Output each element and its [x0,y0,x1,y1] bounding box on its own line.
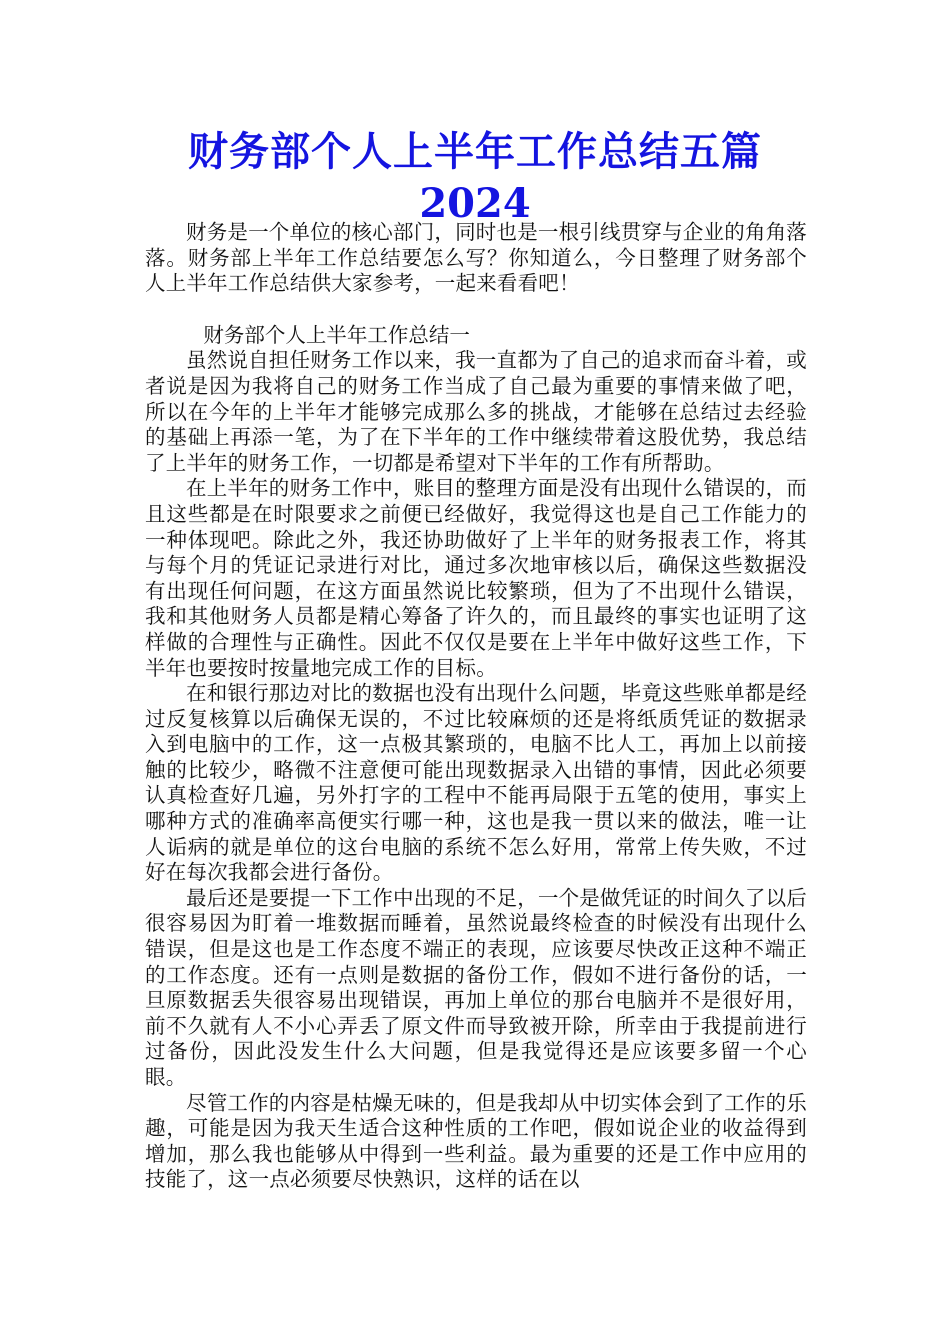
body-paragraph: 在上半年的财务工作中，账目的整理方面是没有出现什么错误的，而且这些都是在时限要求之前便已经做好，我觉得这也是自己工作能力的一种体现吧。除此之外，我还协助做好了上半年的财务报表工作，将其与每个月的凭证记录进行对比，通过多次地审核以后，确保这些数据没有出现任何问题，在这方面虽然说比较繁琐，但为了不出现什么错误，我和其他财务人员都是精心筹备了许久的，而且最终的事实也证明了这样做的合理性与正确性。因此不仅仅是要在上半年中做好这些工作，下半年也要按时按量地完成工作的目标。 [145,476,807,680]
body-paragraph: 尽管工作的内容是枯燥无味的，但是我却从中切实体会到了工作的乐趣，可能是因为我天生适合这种性质的工作吧，假如说企业的收益得到增加，那么我也能够从中得到一些利益。最为重要的还是工作中应用的技能了，这一点必须要尽快熟识，这样的话在以 [145,1090,807,1192]
document-body [145,220,807,1193]
body-paragraph: 最后还是要提一下工作中出现的不足，一个是做凭证的时间久了以后很容易因为盯着一堆数据而睡着，虽然说最终检查的时候没有出现什么错误，但是这也是工作态度不端正的表现，应该要尽快改正这种不端正的工作态度。还有一点则是数据的备份工作，假如不进行备份的话，一旦原数据丢失很容易出现错误，再加上单位的那台电脑并不是很好用，前不久就有人不小心弄丢了原文件而导致被开除，所幸由于我提前进行过备份，因此没发生什么大问题，但是我觉得还是应该要多留一个心眼。 [145,885,807,1089]
document-title: 财务部个人上半年工作总结五篇 [188,128,762,175]
intro-paragraph: 财务是一个单位的核心部门，同时也是一根引线贯穿与企业的角角落落。财务部上半年工作总结要怎么写？你知道么，今日整理了财务部个人上半年工作总结供大家参考，一起来看看吧！ [145,220,807,296]
paragraph-spacer [145,297,807,323]
document-title-year: 2024 [419,180,531,227]
body-paragraph: 在和银行那边对比的数据也没有出现什么问题，毕竟这些账单都是经过反复核算以后确保无误的，不过比较麻烦的还是将纸质凭证的数据录入到电脑中的工作，这一点极其繁琐的，电脑不比人工，再加上以前接触的比较少，略微不注意便可能出现数据录入出错的事情，因此必须要认真检查好几遍，另外打字的工程中不能再局限于五笔的使用，事实上哪种方式的准确率高便实行哪一种，这也是我一贯以来的做法，唯一让人诟病的就是单位的这台电脑的系统不怎么好用，常常上传失败，不过好在每次我都会进行备份。 [145,681,807,885]
body-paragraph: 虽然说自担任财务工作以来，我一直都为了自己的追求而奋斗着，或者说是因为我将自己的财务工作当成了自己最为重要的事情来做了吧，所以在今年的上半年才能够完成那么多的挑战，才能够在总结过去经验的基础上再添一笔，为了在下半年的工作中继续带着这股优势，我总结了上半年的财务工作，一切都是希望对下半年的工作有所帮助。 [145,348,807,475]
section-heading: 财务部个人上半年工作总结一 [203,322,470,347]
